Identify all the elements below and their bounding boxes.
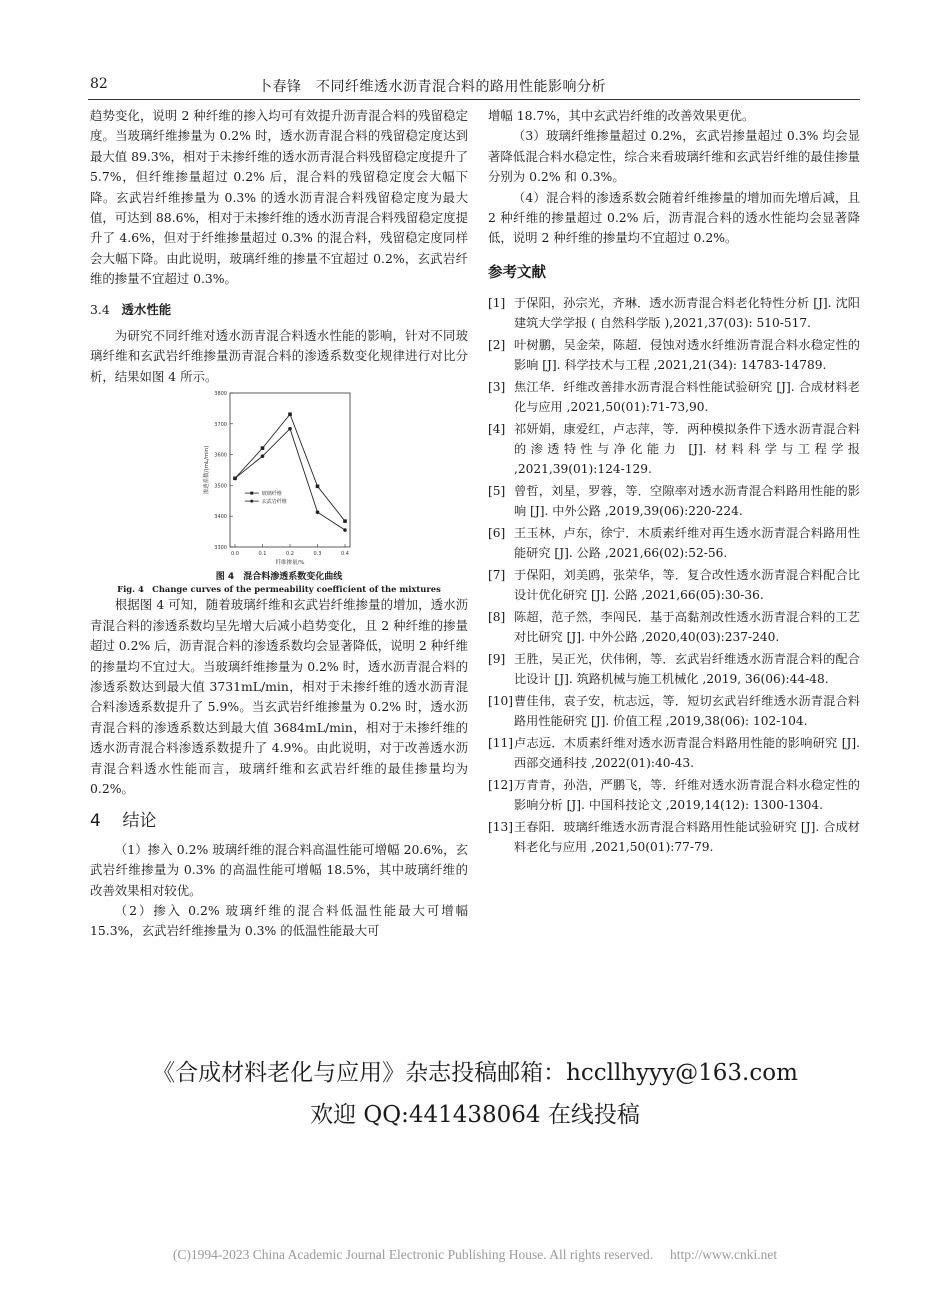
- reference-text: 曾哲，刘星，罗蓉，等．空隙率对透水沥青混合料路用性能的影响 [J]. 中外公路 ,2019,39(06):220-224.: [514, 484, 860, 519]
- x-tick-label: 0.4: [341, 551, 349, 558]
- reference-number: [10]: [488, 694, 514, 709]
- reference-item: [488, 775, 860, 815]
- copyright-footer: (C)1994-2023 China Academic Journal Electronic Publishing House. All rights reserved. http://www.cnki.net: [172, 1247, 778, 1262]
- reference-text: 王春阳．玻璃纤维透水沥青混合料路用性能试验研究 [J]. 合成材料老化与应用 ,2021,50(01):77-79.: [514, 820, 860, 855]
- reference-number: [4]: [488, 422, 506, 437]
- left-column: [90, 106, 468, 942]
- reference-text: 曹佳伟，袁子安，杭志远，等．短切玄武岩纤维透水沥青混合料路用性能研究 [J]. 价值工程 ,2019,38(06): 102-104.: [514, 694, 860, 729]
- submission-qq-banner: 欢迎 QQ:441438064 在线投稿: [310, 1102, 640, 1128]
- data-point-square: [261, 447, 265, 451]
- figure-4: [90, 387, 468, 571]
- reference-number: [6]: [488, 526, 506, 541]
- section-3-4-heading: [90, 300, 468, 320]
- conclusion-2-continued: 增幅 18.7%，其中玄武岩纤维的改善效果更优。: [488, 108, 755, 123]
- reference-item: [488, 523, 860, 563]
- page-header: [90, 76, 860, 98]
- conclusion-4: （4）混合料的渗透系数会随着纤维掺量的增加而先增后减，且 2 种纤维的掺量超过 0.2% 后，沥青混合料的透水性能均会显著降低，说明 2 种纤维的掺量均不宜超过 0.2%。: [488, 189, 860, 246]
- reference-number: [3]: [488, 380, 506, 395]
- reference-item: [488, 817, 860, 857]
- data-point-circle: [316, 511, 320, 515]
- reference-number: [1]: [488, 296, 506, 311]
- reference-item: [488, 565, 860, 605]
- x-axis-label: 纤维掺量/%: [275, 560, 305, 567]
- reference-item: [488, 691, 860, 731]
- reference-item: [488, 335, 860, 375]
- reference-number: [12]: [488, 778, 514, 793]
- figure-caption-en: Fig. 4 Change curves of the permeability coefficient of the mixtures: [117, 584, 441, 595]
- reference-number: [2]: [488, 338, 506, 353]
- y-tick-label: 3700: [214, 422, 227, 429]
- y-tick-label: 3600: [214, 452, 227, 459]
- reference-number: [8]: [488, 610, 506, 625]
- reference-item: [488, 419, 860, 479]
- header-rule: [88, 99, 860, 100]
- reference-number: [11]: [488, 736, 514, 751]
- data-point-square: [343, 520, 347, 524]
- data-point-circle: [233, 477, 237, 481]
- conclusion-3: （3）玻璃纤维掺量超过 0.2%，玄武岩掺量超过 0.3% 均会显著降低混合料水稳定性，综合来看玻璃纤维和玄武岩纤维的最佳掺量分别为 0.2% 和 0.3%。: [488, 128, 860, 185]
- references-heading: 参考文献: [488, 264, 546, 281]
- legend-marker-square: [250, 492, 253, 495]
- reference-text: 王胜，吴正光，伏伟俐，等．玄武岩纤维透水沥青混合料的配合比设计 [J]. 筑路机械与施工机械化 ,2019, 36(06):44-48.: [514, 652, 860, 687]
- reference-text: 卢志远．木质素纤维对透水沥青混合料路用性能的影响研究 [J]. 西部交通科技 ,2022(01):40-43.: [514, 736, 860, 771]
- conclusion-2: （2）掺入 0.2% 玻璃纤维的混合料低温性能最大可增幅 15.3%，玄武岩纤维掺量为 0.3% 的低温性能最大可: [90, 902, 468, 939]
- permeability-chart: [90, 387, 468, 571]
- section-title: 透水性能: [121, 301, 172, 317]
- reference-text: 叶树鹏，吴金荣，陈超．侵蚀对透水纤维沥青混合料水稳定性的影响 [J]. 科学技术与工程 ,2021,21(34): 14783-14789.: [514, 338, 860, 373]
- reference-text: 焦江华．纤维改善排水沥青混合料性能试验研究 [J]. 合成材料老化与应用 ,2021,50(01):71-73,90.: [514, 380, 860, 415]
- series-line-2: [235, 429, 345, 530]
- y-axis-label: 渗透系数/(mL/min): [204, 445, 210, 495]
- x-tick-label: 0.0: [231, 551, 239, 558]
- reference-item: [488, 481, 860, 521]
- reference-number: [7]: [488, 568, 506, 583]
- x-tick-label: 0.2: [286, 551, 294, 558]
- reference-list: [488, 293, 860, 857]
- reference-item: [488, 377, 860, 417]
- reference-item: [488, 649, 860, 689]
- data-point-square: [288, 413, 292, 417]
- section-title: 结论: [122, 811, 157, 832]
- reference-item: [488, 733, 860, 773]
- reference-text: 陈超，范子然，李闯民．基于高黏剂改性透水沥青混合料的工艺对比研究 [J]. 中外公路 ,2020,40(03):237-240.: [514, 610, 860, 645]
- submission-email-banner: 《合成材料老化与应用》杂志投稿邮箱：hccllhyyy@163.com: [152, 1060, 798, 1086]
- reference-number: [9]: [488, 652, 506, 667]
- section-4-heading: [90, 811, 468, 831]
- reference-text: 万青青，孙浩，严鹏飞，等．纤维对透水沥青混合料水稳定性的影响分析 [J]. 中国科技论文 ,2019,14(12): 1300-1304.: [514, 778, 860, 813]
- x-tick-label: 0.3: [313, 551, 322, 558]
- reference-item: [488, 293, 860, 333]
- paragraph-residual-stability: 趋势变化，说明 2 种纤维的掺入均可有效提升沥青混合料的残留稳定度。当玻璃纤维掺量为 0.2% 时，透水沥青混合料的残留稳定度达到最大值 89.3%，相对于未掺纤维的透水沥青混合料残留稳定度提升了 5.7%，但纤维掺量超过 0.2% 后，混合料的残留稳定度会大幅下降。玄武岩纤维掺量为 0.3% 的透水沥青混合料残留稳定度为最大值，可达到 88.6%，相对于未掺纤维的透水沥青混合料残留稳定度提升了 4.6%，但对于纤维掺量超过 0.3% 的混合料，残留稳定度同样会大幅下降。由此说明，玻璃纤维的掺量不宜超过 0.2%，玄武岩纤维的掺量不宜超过 0.3%。: [90, 108, 468, 287]
- data-point-circle: [261, 455, 265, 459]
- legend-marker-circle: [250, 500, 253, 503]
- legend-label: 玻璃纤维: [261, 491, 282, 498]
- y-tick-label: 3300: [214, 545, 227, 552]
- y-tick-label: 3500: [214, 483, 227, 490]
- y-tick-label: 3800: [214, 391, 227, 398]
- reference-item: [488, 607, 860, 647]
- reference-number: [5]: [488, 484, 506, 499]
- legend-label: 玄武岩纤维: [261, 499, 287, 506]
- conclusion-1: （1）掺入 0.2% 玻璃纤维的混合料高温性能可增幅 20.6%，玄武岩纤维掺量为 0.3% 的高温性能可增幅 18.5%，其中玻璃纤维的改善效果相对较优。: [90, 841, 468, 898]
- section-number: 4: [90, 811, 101, 832]
- reference-text: 于保阳，孙宗光，齐琳．透水沥青混合料老化特性分析 [J]. 沈阳建筑大学学报 ( 自然科学版 ),2021,37(03): 510-517.: [514, 296, 860, 331]
- reference-text: 王玉林，卢东，徐宁．木质素纤维对再生透水沥青混合料路用性能研究 [J]. 公路 ,2021,66(02):52-56.: [514, 526, 860, 561]
- page-number: 82: [90, 76, 108, 92]
- paragraph-permeability-analysis: 根据图 4 可知，随着玻璃纤维和玄武岩纤维掺量的增加，透水沥青混合料的渗透系数均呈先增大后减小趋势变化，且 2 种纤维的掺量超过 0.2% 后，沥青混合料的渗透系数均会显著降低，说明 2 种纤维的掺量均不宜过大。当玻璃纤维掺量为 0.2% 时，透水沥青混合料的渗透系数达到最大值 3731mL/min，相对于未掺纤维的透水沥青混合料渗透系数提升了 5.9%。当玄武岩纤维掺量为 0.2% 时，透水沥青混合料的渗透系数达到最大值 3684mL/min，相对于未掺纤维的透水沥青混合料渗透系数提升了 4.9%。由此说明，对于改善透水沥青混合料透水性能而言，玻璃纤维和玄武岩纤维的最佳掺量均为 0.2%。: [90, 597, 468, 796]
- figure-caption-cn: 图 4 混合料渗透系数变化曲线: [215, 572, 343, 583]
- data-point-square: [316, 485, 320, 489]
- x-tick-label: 0.1: [258, 551, 267, 558]
- paragraph-permeability-intro: 为研究不同纤维对透水沥青混合料透水性能的影响，针对不同玻璃纤维和玄武岩纤维掺量沥青混合料的渗透系数变化规律进行对比分析，结果如图 4 所示。: [90, 328, 468, 384]
- reference-text: 祁妍娟，康爱红，卢志萍，等．两种模拟条件下透水沥青混合料的渗透特性与净化能力 [J]. 材料科学与工程学报 ,2021,39(01):124-129.: [514, 422, 860, 477]
- data-point-circle: [343, 529, 347, 533]
- section-number: 3.4: [90, 301, 110, 317]
- plot-frame: [230, 393, 350, 547]
- right-column: [488, 106, 860, 859]
- running-title: 卜春锋 不同纤维透水沥青混合料的路用性能影响分析: [258, 79, 606, 95]
- reference-number: [13]: [488, 820, 514, 835]
- data-point-circle: [288, 427, 292, 431]
- reference-text: 于保阳，刘美鸥，张荣华，等．复合改性透水沥青混合料配合比设计优化研究 [J]. 公路 ,2021,66(05):30-36.: [514, 568, 860, 603]
- y-tick-label: 3400: [214, 514, 227, 521]
